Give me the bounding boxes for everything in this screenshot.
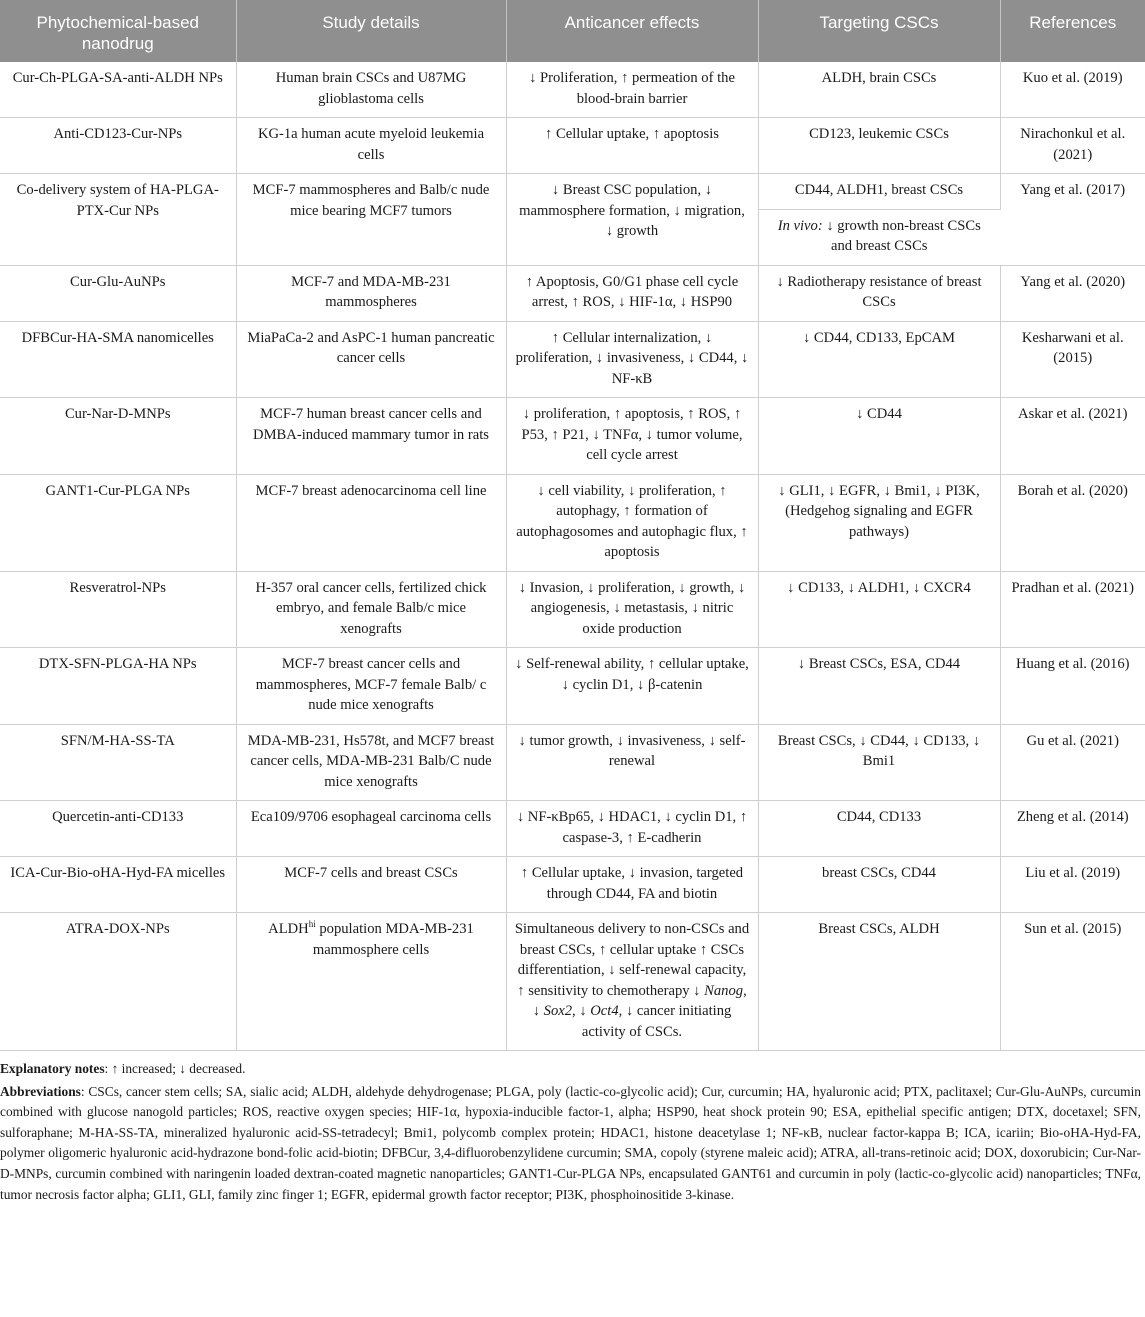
cell-effects: ↑ Cellular uptake, ↓ invasion, targeted through CD44, FA and biotin <box>506 857 758 913</box>
cell-nanodrug: DTX-SFN-PLGA-HA NPs <box>0 648 236 725</box>
table-row <box>0 571 1145 648</box>
cell-study: MCF-7 mammospheres and Balb/c nude mice bearing MCF7 tumors <box>236 174 506 266</box>
explanatory-label: Explanatory notes <box>0 1061 105 1076</box>
cell-reference: Zheng et al. (2014) <box>1000 801 1145 857</box>
table-row <box>0 321 1145 398</box>
cell-reference: Sun et al. (2015) <box>1000 913 1145 1051</box>
cell-nanodrug: GANT1-Cur-PLGA NPs <box>0 474 236 571</box>
cell-study: H-357 oral cancer cells, fertilized chick embryo, and female Balb/c mice xenografts <box>236 571 506 648</box>
cell-study: KG-1a human acute myeloid leukemia cells <box>236 118 506 174</box>
cell-study: MDA-MB-231, Hs578t, and MCF7 breast cancer cells, MDA-MB-231 Balb/C nude mice xenografts <box>236 724 506 801</box>
cell-nanodrug: Resveratrol-NPs <box>0 571 236 648</box>
gene-sox2: Sox2 <box>543 1003 573 1019</box>
table-row <box>0 265 1145 321</box>
table-row <box>0 118 1145 174</box>
cell-effects: ↓ Breast CSC population, ↓ mammosphere formation, ↓ migration, ↓ growth <box>506 174 758 266</box>
cell-study: Human brain CSCs and U87MG glioblastoma cells <box>236 62 506 118</box>
cell-reference: Kesharwani et al. (2015) <box>1000 321 1145 398</box>
header-references: References <box>1000 0 1145 62</box>
cell-reference: Yang et al. (2017) <box>1000 174 1145 266</box>
aldh-prefix: ALDH <box>268 921 309 937</box>
cell-targeting: ↓ GLI1, ↓ EGFR, ↓ Bmi1, ↓ PI3K, (Hedgehog signaling and EGFR pathways) <box>758 474 1000 571</box>
abbreviations-label: Abbreviations <box>0 1083 81 1099</box>
effects-text: , ↓ <box>572 1003 591 1019</box>
cell-targeting: breast CSCs, CD44 <box>758 857 1000 913</box>
cell-reference: Yang et al. (2020) <box>1000 265 1145 321</box>
cell-effects: ↓ tumor growth, ↓ invasiveness, ↓ self-renewal <box>506 724 758 801</box>
cell-study: MCF-7 and MDA-MB-231 mammospheres <box>236 265 506 321</box>
cell-nanodrug: DFBCur-HA-SMA nanomicelles <box>0 321 236 398</box>
cell-targeting: CD44, ALDH1, breast CSCs <box>758 174 1000 210</box>
cell-study <box>236 913 506 1051</box>
cell-nanodrug: ATRA-DOX-NPs <box>0 913 236 1051</box>
header-row <box>0 0 1145 62</box>
aldh-superscript: hi <box>308 919 316 930</box>
gene-oct4: Oct4 <box>590 1003 619 1019</box>
cell-targeting: Breast CSCs, ↓ CD44, ↓ CD133, ↓ Bmi1 <box>758 724 1000 801</box>
cell-effects <box>506 913 758 1051</box>
cell-targeting: CD44, CD133 <box>758 801 1000 857</box>
cell-effects: ↓ Invasion, ↓ proliferation, ↓ growth, ↓ angiogenesis, ↓ metastasis, ↓ nitric oxide production <box>506 571 758 648</box>
table-row <box>0 398 1145 475</box>
cell-reference: Gu et al. (2021) <box>1000 724 1145 801</box>
effects-text: , ↓ cancer initiating activity of CSCs. <box>581 1003 732 1040</box>
table-row <box>0 913 1145 1051</box>
header-anticancer-effects: Anticancer effects <box>506 0 758 62</box>
effects-text: Simultaneous delivery to non-CSCs and breast CSCs, ↑ cellular uptake ↑ CSCs differentiation, ↓ self-renewal capacity, ↑ sensitivity to chemotherapy ↓ <box>514 921 750 999</box>
cell-effects: ↑ Apoptosis, G0/G1 phase cell cycle arrest, ↑ ROS, ↓ HIF-1α, ↓ HSP90 <box>506 265 758 321</box>
abbreviations <box>0 1082 1141 1206</box>
cell-effects: ↓ NF-κBp65, ↓ HDAC1, ↓ cyclin D1, ↑ caspase-3, ↑ E-cadherin <box>506 801 758 857</box>
header-targeting-cscs: Targeting CSCs <box>758 0 1000 62</box>
cell-targeting: CD123, leukemic CSCs <box>758 118 1000 174</box>
table-row <box>0 857 1145 913</box>
cell-effects: ↓ proliferation, ↑ apoptosis, ↑ ROS, ↑ P53, ↑ P21, ↓ TNFα, ↓ tumor volume, cell cycle arrest <box>506 398 758 475</box>
cell-reference: Liu et al. (2019) <box>1000 857 1145 913</box>
cell-reference: Nirachonkul et al. (2021) <box>1000 118 1145 174</box>
cell-targeting-invivo <box>758 209 1000 265</box>
cell-targeting: ↓ CD133, ↓ ALDH1, ↓ CXCR4 <box>758 571 1000 648</box>
invivo-label: In vivo: <box>777 217 823 234</box>
cell-study: MiaPaCa-2 and AsPC-1 human pancreatic cancer cells <box>236 321 506 398</box>
cell-targeting: ↓ Radiotherapy resistance of breast CSCs <box>758 265 1000 321</box>
cell-study: MCF-7 cells and breast CSCs <box>236 857 506 913</box>
cell-effects: ↓ Proliferation, ↑ permeation of the blood-brain barrier <box>506 62 758 118</box>
explanatory-text: : ↑ increased; ↓ decreased. <box>104 1061 246 1076</box>
cell-reference: Kuo et al. (2019) <box>1000 62 1145 118</box>
cell-nanodrug: Co-delivery system of HA-PLGA-PTX-Cur NPs <box>0 174 236 266</box>
cell-targeting: ↓ Breast CSCs, ESA, CD44 <box>758 648 1000 725</box>
table-row <box>0 648 1145 725</box>
cell-targeting: ALDH, brain CSCs <box>758 62 1000 118</box>
table-row <box>0 62 1145 118</box>
table-notes <box>0 1051 1145 1205</box>
header-nanodrug: Phytochemical-based nanodrug <box>0 0 236 62</box>
cell-targeting: Breast CSCs, ALDH <box>758 913 1000 1051</box>
cell-nanodrug: Cur-Nar-D-MNPs <box>0 398 236 475</box>
invivo-text: ↓ growth non-breast CSCs and breast CSCs <box>822 217 981 254</box>
table-row <box>0 724 1145 801</box>
cell-reference: Askar et al. (2021) <box>1000 398 1145 475</box>
cell-reference: Pradhan et al. (2021) <box>1000 571 1145 648</box>
cell-nanodrug: SFN/M-HA-SS-TA <box>0 724 236 801</box>
cell-study: Eca109/9706 esophageal carcinoma cells <box>236 801 506 857</box>
table-row <box>0 174 1145 210</box>
effects-text: , ↓ <box>532 982 747 1019</box>
cell-effects: ↓ cell viability, ↓ proliferation, ↑ autophagy, ↑ formation of autophagosomes and autophagic flux, ↑ apoptosis <box>506 474 758 571</box>
study-text: population MDA-MB-231 mammosphere cells <box>312 921 474 958</box>
cell-reference: Borah et al. (2020) <box>1000 474 1145 571</box>
abbreviations-text: : CSCs, cancer stem cells; SA, sialic acid; ALDH, aldehyde dehydrogenase; PLGA, poly (lactic-co-glycolic acid); Cur, curcumin; HA, hyaluronic acid; PTX, paclitaxel; Cur-Glu-AuNPs, curcumin combined with glucose nanogold particles; ROS, reactive oxygen species; HIF-1α, hypoxia-inducible factor-1, alpha; HSP90, heat shock protein 90; ESA, epithelial specific antigen; DTX, docetaxel; SFN, sulforaphane; M-HA-SS-TA, mineralized hyaluronic acid-SS-tetradecyl; Bmi1, polycomb complex protein; HDAC1, histone deacetylase 1; NF-κB, nuclear factor-kappa B; ICA, icariin; Bio-oHA-Hyd-FA, polymer oligomeric hyaluronic acid-hydrazone bond-folic acid-biotin; DFBCur, 3,4-difluorobenzylidene curcumin; SMA, copoly (styrene maleic acid); ATRA, all-trans-retinoic acid; DOX, doxorubicin; Cur-Nar-D-MNPs, curcumin combined with naringenin loaded dextran-coated magnetic nanoparticles; GANT1-Cur-PLGA NPs, encapsulated GANT61 and curcumin in poly (lactic-co-glycolic acid) nanoparticles; TNFα, tumor necrosis factor alpha; GLI1, GLI, family zinc finger 1; EGFR, epidermal growth factor receptor; PI3K, phosphoinositide 3-kinase. <box>0 1083 1141 1202</box>
cell-study: MCF-7 human breast cancer cells and DMBA-induced mammary tumor in rats <box>236 398 506 475</box>
cell-nanodrug: Anti-CD123-Cur-NPs <box>0 118 236 174</box>
cell-nanodrug: Cur-Ch-PLGA-SA-anti-ALDH NPs <box>0 62 236 118</box>
table-row <box>0 474 1145 571</box>
table-row <box>0 801 1145 857</box>
cell-effects: ↑ Cellular uptake, ↑ apoptosis <box>506 118 758 174</box>
cell-targeting: ↓ CD44 <box>758 398 1000 475</box>
cell-effects: ↑ Cellular internalization, ↓ proliferation, ↓ invasiveness, ↓ CD44, ↓ NF-κB <box>506 321 758 398</box>
cell-study: MCF-7 breast cancer cells and mammospheres, MCF-7 female Balb/ c nude mice xenografts <box>236 648 506 725</box>
cell-nanodrug: Quercetin-anti-CD133 <box>0 801 236 857</box>
cell-targeting: ↓ CD44, CD133, EpCAM <box>758 321 1000 398</box>
cell-reference: Huang et al. (2016) <box>1000 648 1145 725</box>
cell-study: MCF-7 breast adenocarcinoma cell line <box>236 474 506 571</box>
cell-nanodrug: Cur-Glu-AuNPs <box>0 265 236 321</box>
gene-nanog: Nanog <box>704 982 744 999</box>
cell-effects: ↓ Self-renewal ability, ↑ cellular uptake, ↓ cyclin D1, ↓ β-catenin <box>506 648 758 725</box>
cell-nanodrug: ICA-Cur-Bio-oHA-Hyd-FA micelles <box>0 857 236 913</box>
header-study-details: Study details <box>236 0 506 62</box>
explanatory-notes <box>0 1059 1141 1080</box>
